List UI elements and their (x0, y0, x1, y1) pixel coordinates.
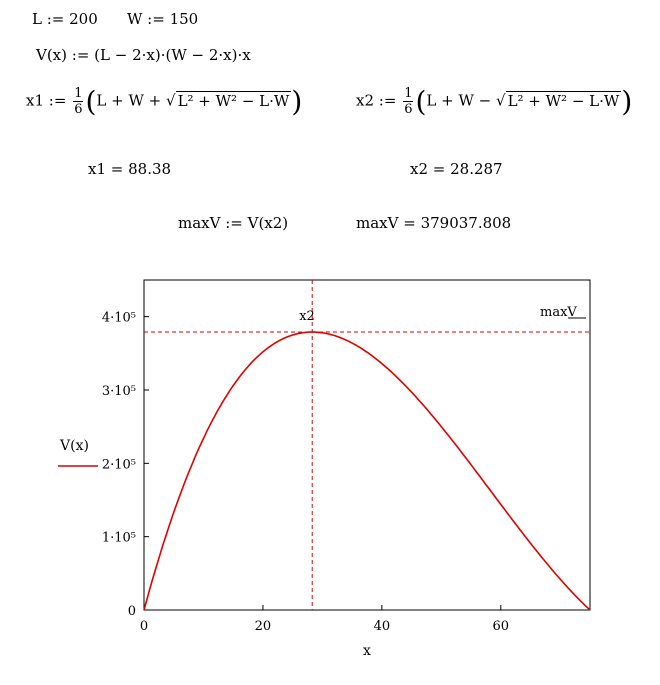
x1-lhs: x1 := (26, 91, 67, 110)
L-definition: L := 200 (32, 10, 98, 28)
sqrt-symbol: √ (166, 91, 176, 110)
x2-marker-label: x2 (299, 309, 315, 324)
x-tick-label: 60 (492, 619, 510, 634)
maxV-marker-label: maxV (540, 305, 577, 320)
x2-sqrt-body: L² + W² − L·W (507, 91, 620, 110)
maxV-result: maxV = 379037.808 (356, 214, 512, 232)
x2-lhs: x2 := (356, 91, 397, 110)
plot-frame (144, 280, 590, 610)
series-line-V (144, 332, 590, 610)
x1-result: x1 = 88.38 (88, 160, 172, 178)
y-tick-label: 3·10⁵ (101, 384, 136, 399)
y-axis-label: V(x) (60, 438, 89, 454)
x1-inner-expression: L + W + (96, 91, 166, 110)
x-axis-label: x (363, 643, 371, 659)
fraction-denominator: 6 (74, 102, 83, 117)
x1-sqrt-body: L² + W² − L·W (177, 91, 290, 110)
x1-formula: x1 := $\frac{1}{6}$ (L + W + √ L² + W² − L·W) (26, 85, 303, 118)
x-tick-label: 20 (254, 619, 272, 634)
V-definition: V(x) := (L − 2·x)·(W − 2·x)·x (36, 46, 251, 64)
y-tick-label: 2·10⁵ (101, 457, 136, 473)
sqrt-symbol: √ (496, 91, 506, 110)
y-tick-label: 4·10⁵ (101, 310, 136, 326)
x2-inner-expression: L + W − (426, 91, 496, 110)
x-tick-label: 0 (139, 619, 149, 634)
x2-formula: x2 := $\frac{1}{6}$ (L + W − √ L² + W² − L·W) (356, 85, 633, 118)
x2-result: x2 = 28.287 (410, 160, 503, 178)
fraction-numerator: 1 (74, 86, 83, 101)
y-tick-label: 1·10⁵ (101, 530, 136, 546)
fraction-numerator: 1 (404, 86, 413, 101)
maxV-definition: maxV := V(x2) (178, 214, 289, 232)
y-tick-label: 0 (127, 604, 136, 619)
fraction-denominator: 6 (404, 102, 413, 117)
W-definition: W := 150 (127, 10, 199, 28)
x-tick-label: 40 (373, 619, 391, 634)
